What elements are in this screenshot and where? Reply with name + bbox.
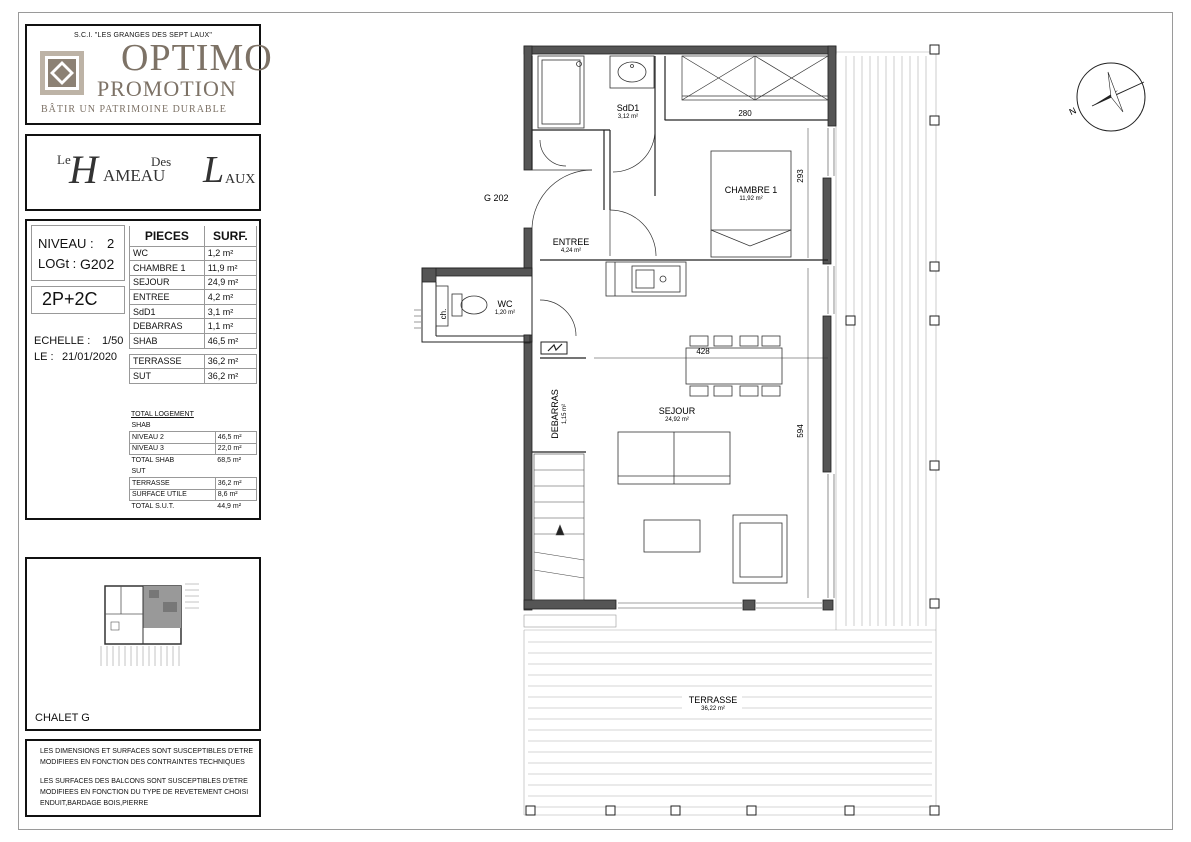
total-label: TOTAL S.U.T. (131, 503, 175, 510)
note-line: MODIFIEES EN FONCTION DU TYPE DE REVETEMENT CHOISI (40, 789, 249, 796)
room-name: SEJOUR (130, 275, 205, 290)
room-name: SdD1 (130, 304, 205, 319)
total-label: TOTAL SHAB (131, 457, 175, 464)
wardrobes (682, 56, 828, 100)
logt-label: LOGt : (38, 256, 77, 271)
unit-id: G 202 (484, 193, 509, 203)
room-area-sdd1: 3,12 m² (617, 114, 639, 120)
developer-tagline: BÂTIR UN PATRIMOINE DURABLE (41, 104, 227, 115)
total-value: 36,2 m² (215, 478, 256, 490)
logo-le: Le (57, 152, 71, 167)
interior-walls (532, 56, 828, 452)
coffee-table (644, 520, 700, 552)
dimension-label: 280 (738, 109, 752, 118)
room-label-debarras: DEBARRAS (550, 389, 560, 439)
dimension-label: 293 (796, 169, 805, 183)
room-area-chambre: 11,92 m² (739, 196, 763, 202)
room-area-sejour: 24,92 m² (665, 417, 689, 423)
room-area: 3,1 m² (204, 304, 256, 319)
logo-l: L (203, 149, 225, 191)
room-area: 36,2 m² (204, 354, 256, 369)
total-value: 46,5 m² (215, 432, 256, 444)
room-name: WC (130, 246, 205, 261)
total-label: SUT (131, 468, 146, 475)
main-terrace (524, 630, 936, 815)
totals-title: TOTAL LOGEMENT (131, 411, 194, 418)
room-area: 4,2 m² (204, 290, 256, 305)
stairs (534, 454, 584, 600)
ch-label: ch. (439, 308, 448, 320)
logo-des: Des (151, 154, 172, 169)
note-line: ENDUIT,BARDAGE BOIS,PIERRE (40, 800, 149, 807)
exterior-markers (414, 310, 421, 328)
room-label-chambre: CHAMBRE 1 (724, 185, 778, 195)
dimension-label: 594 (796, 424, 805, 438)
total-label: NIVEAU 3 (130, 443, 216, 455)
total-label: TERRASSE (130, 478, 216, 490)
room-area-wc: 1,20 m² (494, 310, 516, 316)
note-line: MODIFIEES EN FONCTION DES CONTRAINTES TECHNIQUES (40, 759, 245, 766)
dimension-label: 428 (696, 347, 710, 356)
sci-name: S.C.I. "LES GRANGES DES SEPT LAUX" (73, 32, 213, 39)
optimo-wordmark: OPTIMO (121, 37, 273, 79)
room-area: 46,5 m² (204, 334, 256, 349)
total-label: SURFACE UTILE (130, 489, 216, 501)
room-label-terrasse: TERRASSE (688, 695, 738, 705)
room-area: 1,1 m² (204, 319, 256, 334)
room-name: CHAMBRE 1 (130, 261, 205, 276)
door-swings (532, 130, 656, 336)
note-line: LES SURFACES DES BALCONS SONT SUSCEPTIBLES D'ETRE (40, 778, 248, 785)
total-value: 22,0 m² (215, 443, 256, 455)
sofa (618, 432, 730, 484)
kitchen (606, 262, 686, 296)
room-area-debarras: 1,15 m² (562, 403, 568, 425)
room-name: SHAB (130, 334, 205, 349)
chalet-label: CHALET G (35, 712, 90, 724)
total-label: SHAB (131, 422, 151, 429)
logo-aux: AUX (225, 172, 256, 187)
side-terrace (836, 52, 936, 815)
total-value: 8,6 m² (215, 489, 256, 501)
note-line: LES DIMENSIONS ET SURFACES SONT SUSCEPTIBLES D'ETRE (40, 748, 254, 755)
niveau-value: 2 (107, 236, 115, 251)
washbasin (610, 56, 654, 88)
room-name: ENTREE (130, 290, 205, 305)
echelle-label: ECHELLE : (34, 335, 91, 347)
wc-outline (422, 268, 532, 342)
room-area: 24,9 m² (204, 275, 256, 290)
header-surf: SURF. (204, 226, 256, 246)
room-area-terrasse: 36,22 m² (701, 706, 725, 712)
compass-n-label: N (1067, 105, 1078, 118)
apartment-type: 2P+2C (42, 289, 98, 309)
dining-table (686, 336, 782, 396)
room-label-entree: ENTREE (552, 237, 590, 247)
room-name: SUT (130, 369, 205, 384)
exterior-walls (422, 46, 836, 610)
armchair (733, 515, 787, 583)
room-area: 1,2 m² (204, 246, 256, 261)
logo-ameau: AMEAU (103, 166, 166, 185)
total-value: 44,9 m² (217, 503, 242, 510)
logt-value: G202 (80, 256, 115, 272)
room-label-sejour: SEJOUR (658, 406, 696, 416)
header-pieces: PIECES (130, 226, 205, 246)
room-name: TERRASSE (130, 354, 205, 369)
logo-h: H (69, 147, 98, 192)
room-area: 36,2 m² (204, 369, 256, 384)
total-label: NIVEAU 2 (130, 432, 216, 444)
room-area-entree: 4,24 m² (560, 248, 582, 254)
date-value: 21/01/2020 (62, 351, 118, 363)
echelle-value: 1/50 (102, 335, 124, 347)
compass-icon (1077, 63, 1145, 131)
room-name: DEBARRAS (130, 319, 205, 334)
bed (711, 151, 791, 257)
electrical-panel-icon (541, 342, 567, 354)
shower (538, 56, 584, 128)
niveau-label: NIVEAU : (38, 236, 94, 251)
promotion-wordmark: PROMOTION (97, 76, 237, 101)
room-label-wc: WC (497, 299, 513, 309)
date-label: LE : (34, 351, 54, 363)
total-value: 68,5 m² (217, 457, 242, 464)
room-label-sdd1: SdD1 (616, 103, 640, 113)
room-area: 11,9 m² (204, 261, 256, 276)
